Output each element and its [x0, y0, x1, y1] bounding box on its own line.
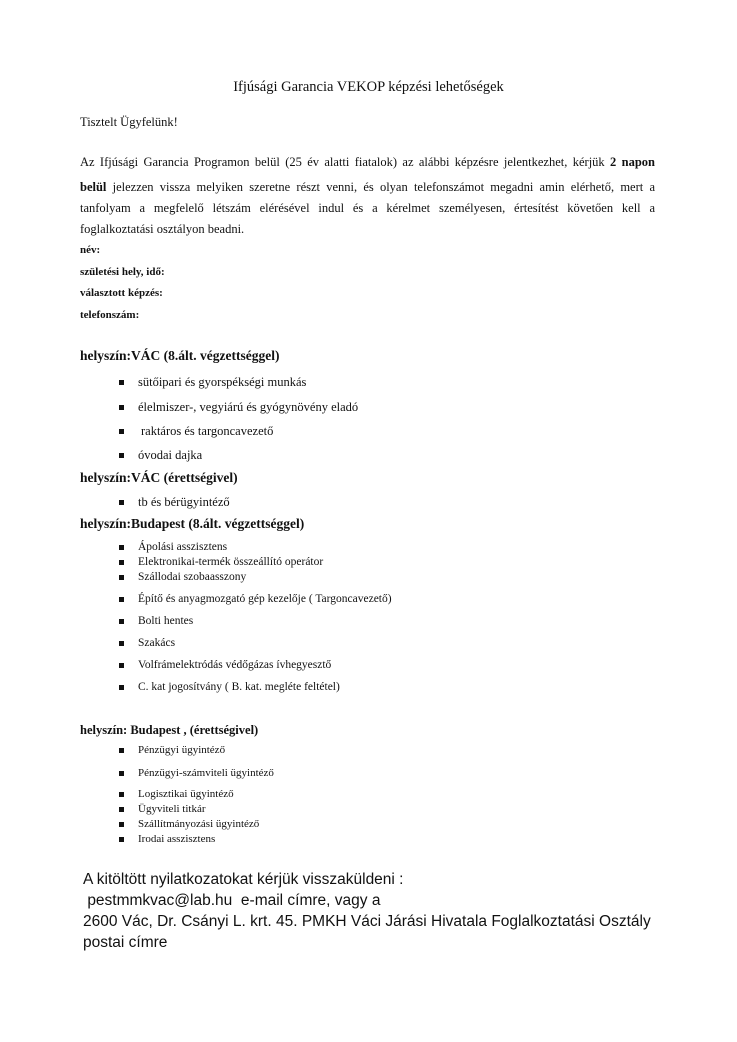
bullet-icon — [119, 453, 124, 458]
list-item: Ápolási asszisztens — [138, 541, 228, 553]
field-name: név: — [80, 244, 101, 256]
list-item: Volfrámelektródás védőgázas ívhegyesztő — [138, 659, 332, 671]
section-heading: helyszín: Budapest , (érettségivel) — [80, 723, 259, 737]
intro-text: jelezzen vissza melyiken szeretne részt venni, és olyan telefonszámot megadni amin elérhető, mert a — [112, 180, 655, 194]
list-item: óvodai dajka — [138, 448, 203, 462]
list-item: Logisztikai ügyintéző — [138, 788, 234, 800]
list-item: C. kat jogosítvány ( B. kat. megléte feltétel) — [138, 681, 340, 693]
section-heading: helyszín:VÁC (8.ált. végzettséggel) — [80, 348, 280, 363]
footer-line-1: A kitöltött nyilatkozatokat kérjük visszaküldeni : — [83, 871, 404, 888]
bullet-icon — [119, 575, 124, 580]
bullet-icon — [119, 771, 124, 776]
list-item: Pénzügyi ügyintéző — [138, 744, 226, 756]
list-item: Szakács — [138, 637, 176, 649]
intro-bold: 2 napon — [610, 155, 655, 169]
bullet-icon — [119, 748, 124, 753]
bullet-icon — [119, 405, 124, 410]
footer-line-2 — [83, 891, 380, 911]
list-item: Pénzügyi-számviteli ügyintéző — [138, 767, 274, 779]
list-item: élelmiszer-, vegyiárú és gyógynövény eladó — [138, 400, 359, 414]
bullet-icon — [119, 619, 124, 624]
bullet-icon — [119, 685, 124, 690]
bullet-icon — [119, 822, 124, 827]
list-item: Irodai asszisztens — [138, 833, 216, 845]
bullet-icon — [119, 807, 124, 812]
list-item: raktáros és targoncavezető — [141, 424, 274, 438]
field-course: választott képzés: — [80, 287, 163, 299]
bullet-icon — [119, 597, 124, 602]
footer-line-4: postai címre — [83, 934, 168, 951]
intro-text: Az Ifjúsági Garancia Programon belül (25 év alatti fiatalok) az alábbi képzésre jelentkezhet, kérjük — [80, 155, 605, 169]
intro-line-4: foglalkoztatási osztályon beadni. — [80, 222, 245, 236]
bullet-icon — [119, 792, 124, 797]
bullet-icon — [119, 380, 124, 385]
bullet-icon — [119, 560, 124, 565]
intro-line-1 — [80, 152, 655, 172]
field-phone: telefonszám: — [80, 309, 140, 321]
list-item: Szállítmányozási ügyintéző — [138, 818, 260, 830]
list-item: Elektronikai-termék összeállító operátor — [138, 556, 324, 568]
list-item: Építő és anyagmozgató gép kezelője ( Targoncavezető) — [138, 593, 392, 605]
field-birth: születési hely, idő: — [80, 266, 165, 278]
intro-line-2 — [80, 177, 655, 197]
bullet-icon — [119, 429, 124, 434]
greeting: Tisztelt Ügyfelünk! — [80, 115, 178, 129]
page-title: Ifjúsági Garancia VEKOP képzési lehetőségek — [233, 79, 504, 95]
bullet-icon — [119, 545, 124, 550]
footer-line-3: 2600 Vác, Dr. Csányi L. krt. 45. PMKH Váci Járási Hivatala Foglalkoztatási Osztály — [83, 913, 651, 930]
email-link[interactable]: pestmmkvac@lab.hu — [87, 892, 233, 909]
intro-line-3: tanfolyam a megfelelő létszám elérésével indul és a kérelmet személyesen, értesítést követően kell a — [80, 201, 655, 215]
bullet-icon — [119, 641, 124, 646]
list-item: Bolti hentes — [138, 615, 194, 627]
section-heading: helyszín:Budapest (8.ált. végzettséggel) — [80, 516, 305, 531]
list-item: sütőipari és gyorspékségi munkás — [138, 375, 307, 389]
list-item: Szállodai szobaasszony — [138, 571, 247, 583]
bullet-icon — [119, 500, 124, 505]
bullet-icon — [119, 663, 124, 668]
list-item: tb és bérügyintéző — [138, 495, 230, 509]
intro-bold: belül — [80, 180, 107, 194]
footer-text: e-mail címre, vagy a — [240, 892, 381, 909]
bullet-icon — [119, 837, 124, 842]
list-item: Ügyviteli titkár — [138, 803, 206, 815]
section-heading: helyszín:VÁC (érettségivel) — [80, 470, 238, 485]
